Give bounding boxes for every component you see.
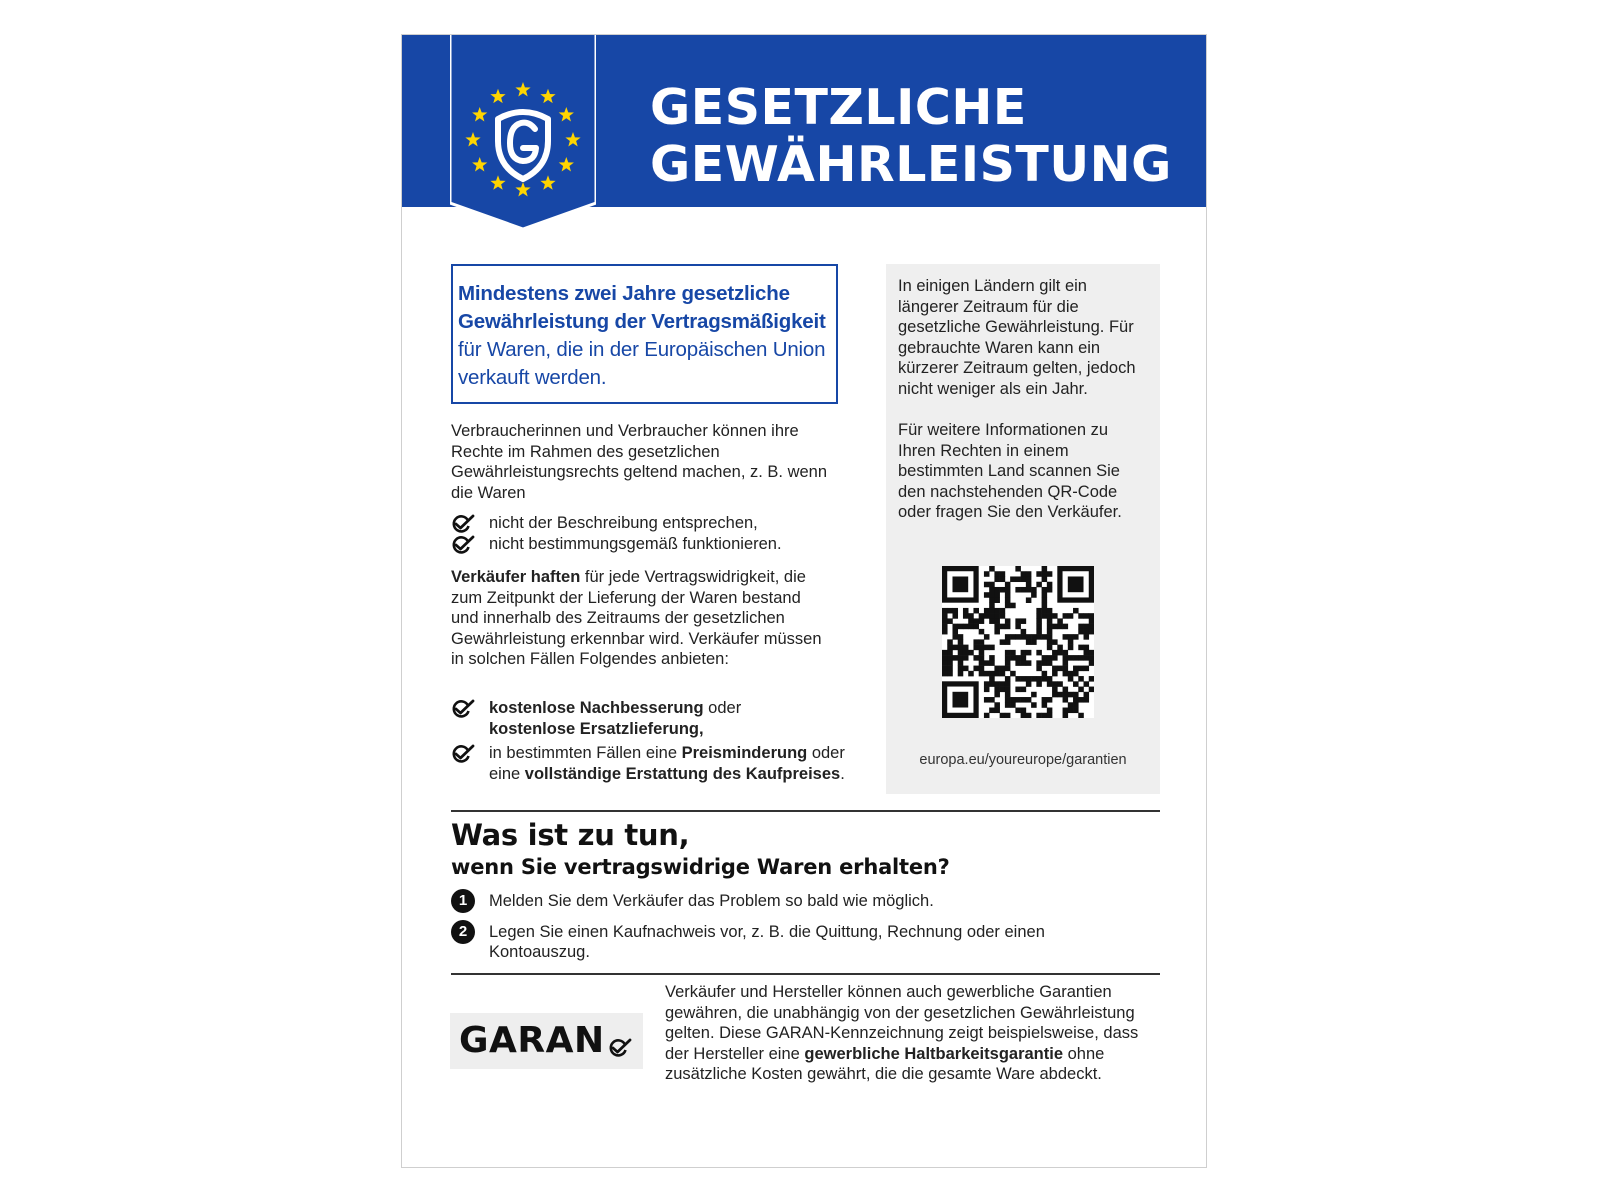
warranty-notice-sheet bbox=[401, 34, 1207, 1168]
list-item bbox=[451, 698, 851, 739]
title-line-1: GESETZLICHE bbox=[650, 79, 1027, 136]
section-divider bbox=[451, 810, 1160, 812]
remedy-full-refund: vollständige Erstattung des Kaufpreises bbox=[524, 764, 841, 783]
guarantee-text-a: Verkäufer und Hersteller können auch gewerbliche Garantien gewähren, die unabhängig von der gesetzlichen Gewährleistung gelten. Diese GARAN-Kennzeichnung zeigt beispielsweise, dass der Hersteller eine bbox=[665, 983, 1139, 1063]
title-line-2: GEWÄHRLEISTUNG bbox=[650, 136, 1172, 193]
remedy-repair: kostenlose Nachbesserung bbox=[489, 699, 704, 717]
remedy-text-b: oder eine bbox=[489, 744, 845, 783]
checkmark-icon bbox=[451, 514, 477, 534]
liability-bold-lead: Verkäufer haften bbox=[451, 568, 581, 586]
lead-text: für Waren, die in der Europäischen Union verkauft werden. bbox=[458, 338, 826, 389]
commercial-guarantee-paragraph bbox=[665, 982, 1145, 1085]
rights-intro: Verbraucherinnen und Verbraucher können ihre Rechte im Rahmen des gesetzlichen Gewährleistungsrechts geltend machen, z. B. wenn die Waren bbox=[451, 422, 828, 502]
guarantee-bold: gewerbliche Haltbarkeitsgarantie bbox=[804, 1044, 1064, 1063]
step-text: Melden Sie dem Verkäufer das Problem so bald wie möglich. bbox=[489, 892, 934, 910]
info-url-link[interactable]: europa.eu/youreurope/garantien bbox=[919, 752, 1127, 768]
step-number-badge: 1 bbox=[451, 889, 475, 913]
remedy-list bbox=[451, 698, 851, 788]
defect-list bbox=[451, 513, 782, 554]
liability-paragraph bbox=[451, 567, 831, 670]
list-item-text: nicht der Beschreibung entsprechen, bbox=[489, 514, 758, 532]
country-info-panel bbox=[886, 264, 1160, 794]
qr-code-icon[interactable] bbox=[942, 566, 1094, 718]
step-item bbox=[451, 922, 1131, 963]
garan-check-icon bbox=[608, 1038, 634, 1058]
country-info-text: In einigen Ländern gilt ein längerer Zeitraum für die gesetzliche Gewährleistung. Für gebrauchte Waren kann ein kürzerer Zeitraum gelten, jedoch nicht weniger als ein Jahr. bbox=[898, 277, 1136, 398]
remedy-connector: oder bbox=[703, 699, 742, 717]
page-title bbox=[650, 79, 1172, 193]
guarantee-text-b: ohne zusätzliche Kosten gewährt, die die gesamte Ware abdeckt. bbox=[665, 1044, 1105, 1083]
checkmark-icon bbox=[451, 535, 477, 555]
remedy-text-a: in bestimmten Fällen eine bbox=[489, 744, 682, 762]
garan-logo bbox=[450, 1013, 643, 1069]
remedy-text-c: . bbox=[840, 764, 845, 783]
step-number-badge: 2 bbox=[451, 920, 475, 944]
step-text: Legen Sie einen Kaufnachweis vor, z. B. die Quittung, Rechnung oder einen Kontoauszug. bbox=[489, 922, 1045, 961]
lead-statement-box bbox=[451, 264, 838, 404]
remedy-replacement: kostenlose Ersatzlieferung, bbox=[489, 719, 704, 738]
liability-text: für jede Vertragswidrigkeit, die zum Zeitpunkt der Lieferung der Waren bestand und innerhalb des Zeitraums der gesetzlichen Gewährleistung erkennbar wird. Verkäufer müssen in solchen Fällen Folgendes anbieten: bbox=[451, 568, 822, 668]
section-divider bbox=[451, 973, 1160, 975]
todo-heading: Was ist zu tun, bbox=[451, 818, 690, 852]
remedy-price-reduction: Preisminderung bbox=[681, 744, 808, 762]
garan-logo-text: GARAN bbox=[459, 1020, 605, 1061]
list-item-text: nicht bestimmungsgemäß funktionieren. bbox=[489, 534, 782, 553]
todo-steps bbox=[451, 891, 1131, 973]
qr-instructions: Für weitere Informationen zu Ihren Rechten in einem bestimmten Land scannen Sie den nachstehenden QR-Code oder fragen Sie den Verkäufer. bbox=[898, 421, 1122, 521]
list-item bbox=[451, 743, 851, 784]
step-item bbox=[451, 891, 1131, 912]
eu-shield-g-icon bbox=[450, 34, 596, 233]
todo-subheading: wenn Sie vertragswidrige Waren erhalten? bbox=[451, 855, 950, 879]
list-item bbox=[451, 513, 782, 534]
list-item bbox=[451, 534, 782, 555]
checkmark-icon bbox=[451, 699, 477, 719]
checkmark-icon bbox=[451, 744, 477, 764]
lead-bold-text: Mindestens zwei Jahre gesetzliche Gewährleistung der Vertragsmäßigkeit bbox=[458, 282, 826, 333]
